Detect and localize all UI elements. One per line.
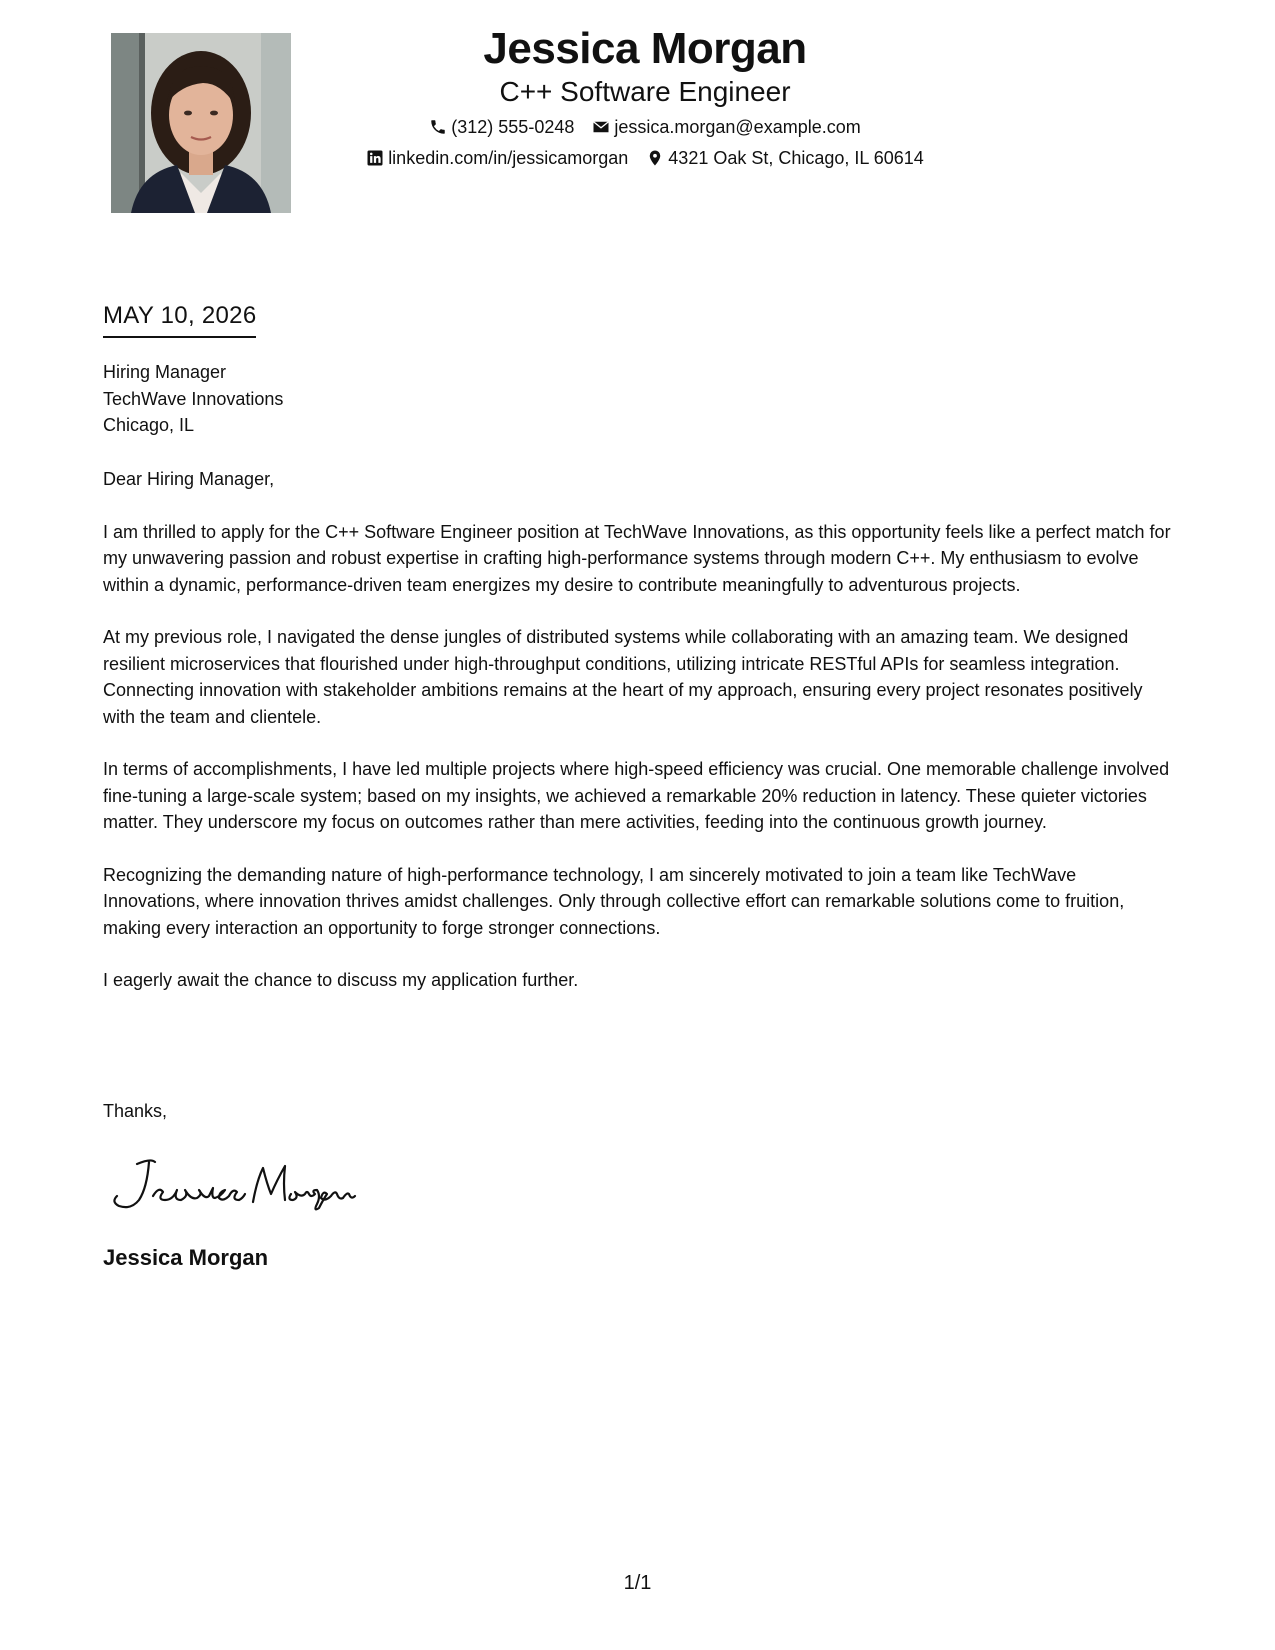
page-indicator: 1/1: [623, 1572, 652, 1594]
contact-row-primary: [330, 115, 960, 139]
letter-date: MAY 10, 2026: [103, 300, 256, 338]
body-paragraph: Recognizing the demanding nature of high-performance technology, I am sincerely motivated to join a team like TechWave Innovations, where innovation thrives amidst challenges. Only through collective effort can remarkable solutions come to fruition, making every interaction an opportunity to forge stronger connections.: [103, 864, 1125, 938]
map-pin-icon: [646, 149, 664, 167]
envelope-icon: [592, 118, 610, 136]
recipient-title: Hiring Manager: [103, 362, 227, 382]
body-paragraph: At my previous role, I navigated the dense jungles of distributed systems while collaborating with an amazing team. We designed resilient microservices that flourished under high-throughput conditions, utilizing intricate RESTful APIs for seamless integration. Connecting innovation with stakeholder ambitions remains at the heart of my approach, ensuring every project resonates positively with the team and clientele.: [103, 627, 1143, 727]
body-paragraph: In terms of accomplishments, I have led multiple projects where high-speed efficiency was crucial. One memorable challenge involved fine-tuning a large-scale system; based on my insights, we achieved a remarkable 20% reduction in latency. These quieter victories matter. They underscore my focus on outcomes rather than mere activities, feeding into the continuous growth journey.: [103, 759, 1170, 832]
contact-email[interactable]: [592, 115, 860, 139]
linkedin-text: linkedin.com/in/jessicamorgan: [388, 148, 629, 168]
candidate-role: C++ Software Engineer: [499, 76, 791, 107]
handwritten-signature: [103, 1150, 363, 1220]
body-paragraph: I eagerly await the chance to discuss my application further.: [103, 970, 579, 990]
candidate-name: Jessica Morgan: [483, 24, 807, 73]
contact-row-secondary: [330, 146, 960, 170]
letter-body: [103, 466, 1178, 1020]
contact-address: [646, 146, 924, 170]
closing-line: Thanks,: [103, 1101, 168, 1121]
email-text: jessica.morgan@example.com: [614, 117, 861, 137]
phone-text: (312) 555-0248: [451, 117, 575, 137]
linkedin-icon: [366, 149, 384, 167]
signer-name: Jessica Morgan: [103, 1245, 269, 1270]
contact-linkedin[interactable]: [366, 146, 628, 170]
body-paragraph: I am thrilled to apply for the C++ Software Engineer position at TechWave Innovations, as this opportunity feels like a perfect match for my unwavering passion and robust expertise in crafting high-performance systems through modern C++. My enthusiasm to evolve within a dynamic, performance-driven team energizes my desire to contribute meaningfully to adventurous projects.: [103, 521, 1171, 595]
recipient-company: TechWave Innovations: [103, 388, 284, 409]
recipient-location: Chicago, IL: [103, 415, 195, 435]
contact-phone[interactable]: [429, 115, 574, 139]
phone-icon: [429, 118, 447, 136]
recipient-block: [103, 359, 283, 439]
profile-photo: [111, 33, 291, 213]
letter-header: [330, 22, 960, 170]
address-text: 4321 Oak St, Chicago, IL 60614: [668, 148, 924, 168]
salutation: Dear Hiring Manager,: [103, 469, 275, 489]
